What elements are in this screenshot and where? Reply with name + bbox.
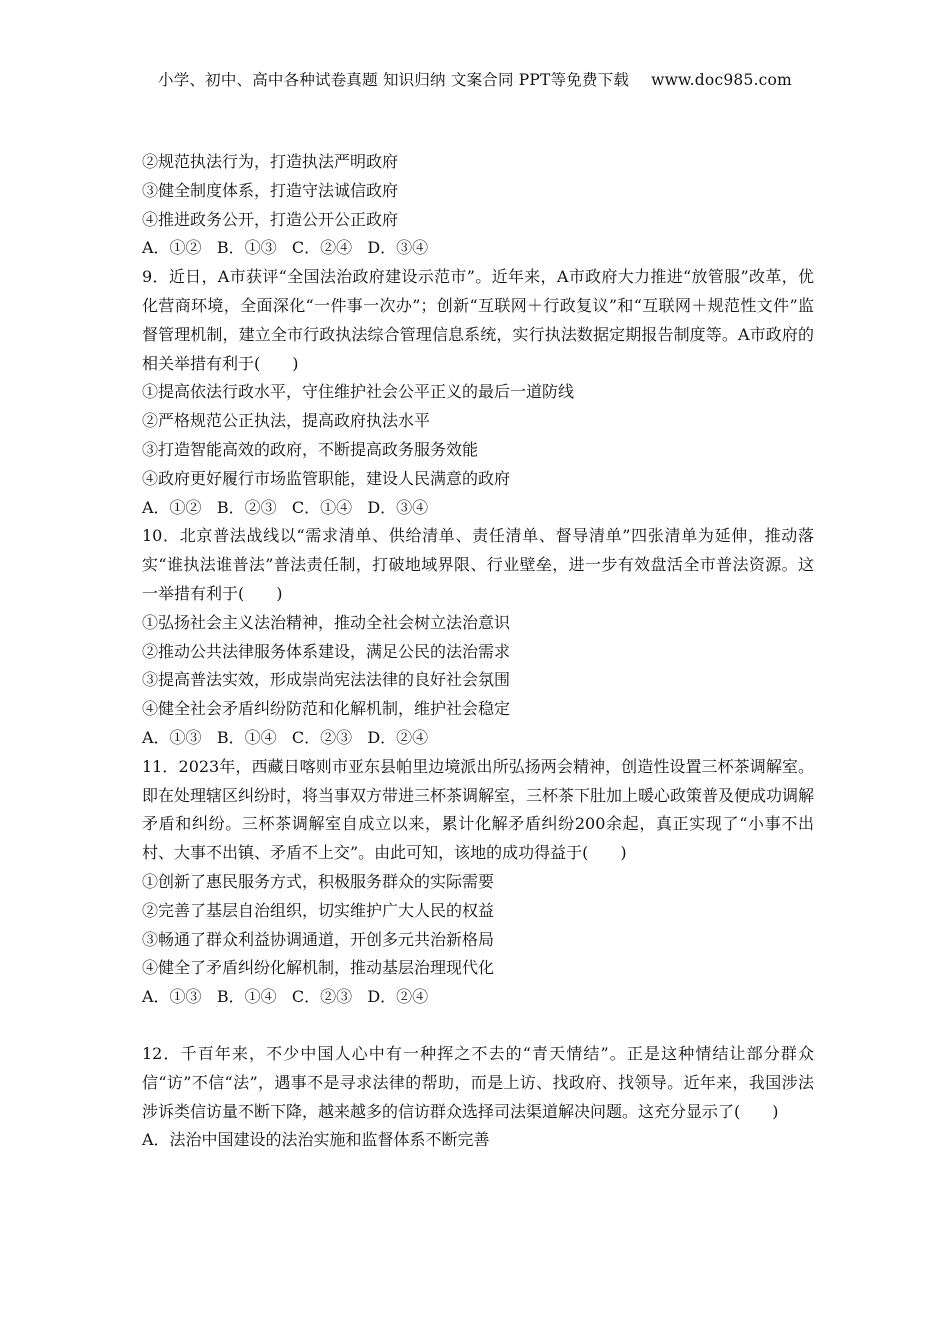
option: ①创新了惠民服务方式，积极服务群众的实际需要 (142, 871, 495, 891)
question-stem: 11．2023年，西藏日喀则市亚东县帕里边境派出所弘扬两会精神，创造性设置三杯茶调解室。即在处理辖区纠纷时，将当事双方带进三杯茶调解室，三杯茶下肚加上暖心政策普及便成功调解矛盾和纠纷。三杯茶调解室自成立以来，累计化解矛盾纠纷200余起，真正实现了“小事不出村、大事不出镇、矛盾不上交”。由此可知，该地的成功得益于( ) (142, 756, 815, 863)
spacer (142, 1012, 814, 1040)
option: ④健全了矛盾纠纷化解机制，推动基层治理现代化 (142, 958, 495, 978)
option: A．法治中国建设的法治实施和监督体系不断完善 (142, 1130, 490, 1150)
question-8 (142, 148, 814, 263)
option: ④政府更好履行市场监管职能，建设人民满意的政府 (142, 468, 511, 488)
question-12 (142, 1040, 814, 1155)
option: ③打造智能高效的政府，不断提高政务服务效能 (142, 439, 479, 459)
option: ③健全制度体系，打造守法诚信政府 (142, 180, 399, 200)
option: ④推进政务公开，打造公开公正政府 (142, 209, 399, 229)
option: ③畅通了群众利益协调通道，开创多元共治新格局 (142, 929, 495, 949)
option: ④健全社会矛盾纠纷防范和化解机制，维护社会稳定 (142, 699, 511, 719)
question-content (142, 148, 814, 1155)
answer-choices: A．①③ B．①④ C．②③ D．②④ (142, 727, 429, 747)
option: ②规范执法行为，打造执法严明政府 (142, 152, 399, 171)
question-11 (142, 753, 814, 1012)
answer-choices: A．①② B．②③ C．①④ D．③④ (142, 497, 429, 517)
answer-choices: A．①③ B．①④ C．②③ D．②④ (142, 987, 429, 1007)
option: ①弘扬社会主义法治精神，推动全社会树立法治意识 (142, 612, 511, 632)
option: ②推动公共法律服务体系建设，满足公民的法治需求 (142, 641, 511, 661)
answer-choices: A．①② B．①③ C．②④ D．③④ (142, 238, 429, 258)
question-9 (142, 263, 814, 522)
option: ②完善了基层自治组织，切实维护广大人民的权益 (142, 900, 495, 920)
question-stem: 9．近日，A市获评“全国法治政府建设示范市”。近年来，A市政府大力推进“放管服”改革，优化营商环境，全面深化“一件事一次办”；创新“互联网＋行政复议”和“互联网＋规范性文件”监督管理机制，建立全市行政执法综合管理信息系统，实行执法数据定期报告制度等。A市政府的相关举措有利于( ) (142, 267, 814, 373)
option: ③提高普法实效，形成崇尚宪法法律的良好社会氛围 (142, 670, 511, 690)
header-url[interactable]: www.doc985.com (651, 71, 792, 89)
question-stem: 10．北京普法战线以“需求清单、供给清单、责任清单、督导清单”四张清单为延伸，推动落实“谁执法谁普法”普法责任制，打破地域界限、行业壁垒，进一步有效盘活全市普法资源。这一举措有利于( ) (142, 526, 814, 603)
option: ②严格规范公正执法，提高政府执法水平 (142, 411, 431, 431)
question-stem: 12．千百年来，不少中国人心中有一种挥之不去的“青天情结”。正是这种情结让部分群众信“访”不信“法”，遇事不是寻求法律的帮助，而是上访、找政府、找领导。近年来，我国涉法涉诉类信访量不断下降，越来越多的信访群众选择司法渠道解决问题。这充分显示了( ) (142, 1043, 814, 1121)
option: ①提高依法行政水平，守住维护社会公平正义的最后一道防线 (142, 382, 575, 402)
page-header (0, 68, 950, 90)
header-text: 小学、初中、高中各种试卷真题 知识归纳 文案合同 PPT等免费下载 (158, 71, 630, 89)
question-10 (142, 522, 814, 752)
